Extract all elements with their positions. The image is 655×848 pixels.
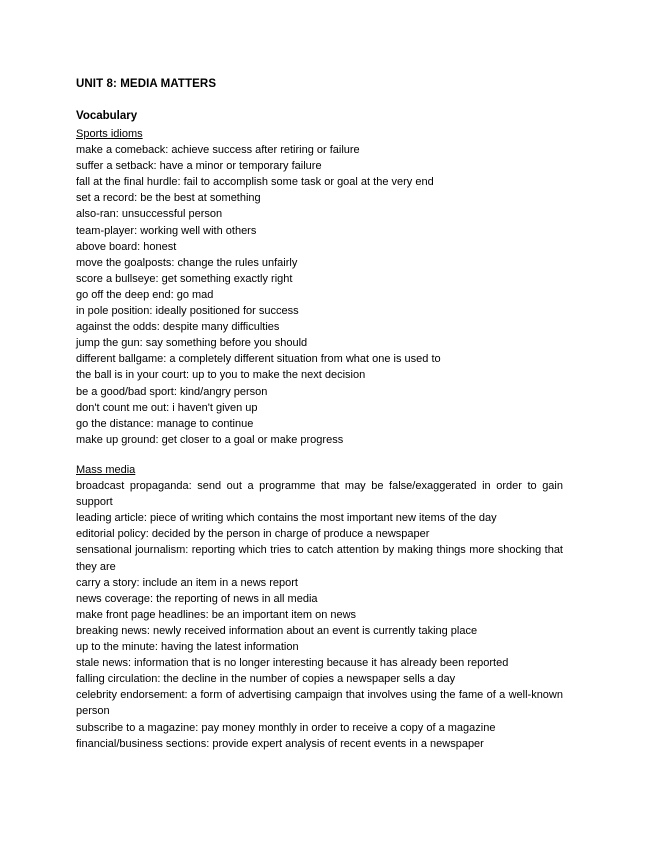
vocab-entry: above board: honest [76,240,177,253]
vocab-entry: make up ground: get closer to a goal or make progress [76,433,344,446]
vocab-entry: fall at the final hurdle: fail to accomplish some task or goal at the very end [76,176,434,189]
vocab-entry: the ball is in your court: up to you to make the next decision [76,369,366,382]
vocab-entry: celebrity endorsement: a form of advertising campaign that involves using the fame of a well-known person [76,689,563,718]
vocab-entry: stale news: information that is no longer interesting because it has already been reported [76,657,509,670]
vocab-entry: make a comeback: achieve success after retiring or failure [76,144,360,157]
vocab-entry: go the distance: manage to continue [76,417,254,430]
vocab-entry: against the odds: despite many difficulties [76,321,280,334]
mass-media-section [76,462,563,752]
page-title: UNIT 8: MEDIA MATTERS [76,78,217,90]
vocab-entry: carry a story: include an item in a news report [76,576,298,589]
vocab-entry: financial/business sections: provide expert analysis of recent events in a newspaper [76,737,484,750]
vocab-entry: suffer a setback: have a minor or temporary failure [76,160,322,173]
vocab-entry: team-player: working well with others [76,224,257,237]
section-title: Mass media [76,464,136,476]
vocab-entry: broadcast propaganda: send out a programme that may be false/exaggerated in order to gain support [76,480,563,509]
vocab-entry: different ballgame: a completely different situation from what one is used to [76,353,441,366]
vocab-entry: editorial policy: decided by the person in charge of produce a newspaper [76,528,430,541]
section-title: Sports idioms [76,128,143,140]
vocab-entry: score a bullseye: get something exactly right [76,272,293,285]
vocab-entry: make front page headlines: be an important item on news [76,608,357,621]
vocab-entry: jump the gun: say something before you should [76,337,308,350]
vocab-entry: move the goalposts: change the rules unfairly [76,256,298,269]
vocab-entry: news coverage: the reporting of news in all media [76,592,318,605]
vocabulary-heading: Vocabulary [76,110,138,122]
sports-idioms-section [76,126,563,448]
vocab-entry: in pole position: ideally positioned for success [76,305,299,318]
vocab-entry: breaking news: newly received information about an event is currently taking place [76,624,478,637]
vocab-entry: up to the minute: having the latest information [76,641,299,654]
vocab-entry: be a good/bad sport: kind/angry person [76,385,268,398]
vocab-entry: set a record: be the best at something [76,192,261,205]
vocab-entry: don't count me out: i haven't given up [76,401,258,414]
vocab-entry: falling circulation: the decline in the number of copies a newspaper sells a day [76,673,456,686]
vocab-entry: go off the deep end: go mad [76,288,214,301]
vocab-entry: sensational journalism: reporting which tries to catch attention by making things more shocking that they are [76,544,563,573]
vocab-entry: also-ran: unsuccessful person [76,208,223,221]
vocab-entry: subscribe to a magazine: pay money monthly in order to receive a copy of a magazine [76,721,496,734]
vocab-entry: leading article: piece of writing which contains the most important new items of the day [76,512,497,525]
